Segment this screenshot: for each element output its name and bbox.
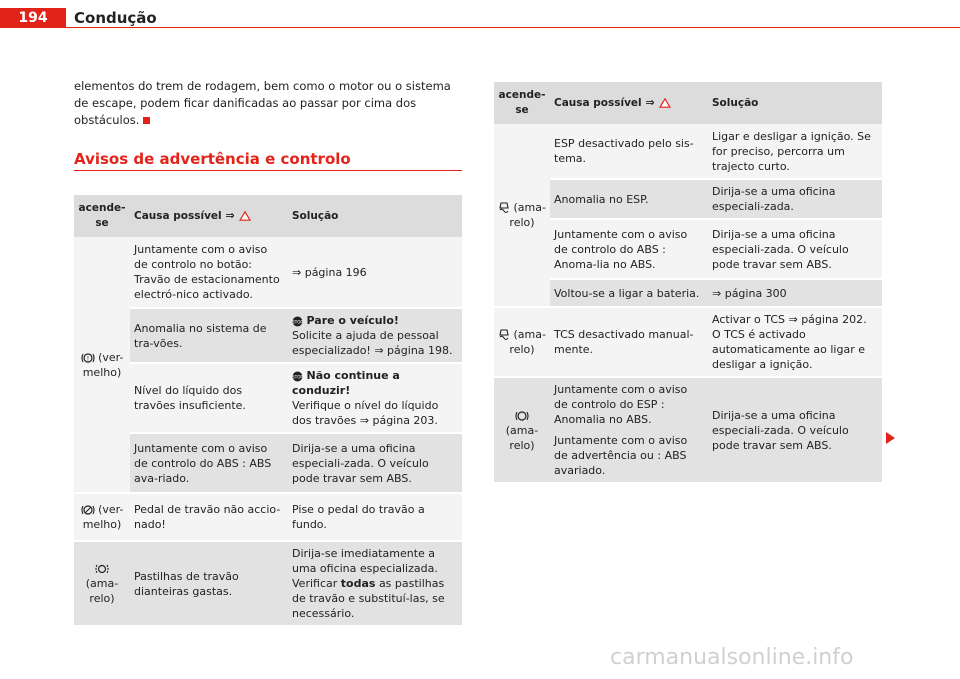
solution-cell: ⇒ página 196 bbox=[292, 265, 367, 279]
esp-icon bbox=[498, 202, 510, 214]
header-solucao: Solução bbox=[288, 195, 462, 237]
solution-cell: Dirija-se a uma oficina especiali-zada. O veículo pode travar sem ABS. bbox=[288, 433, 462, 493]
abs-icon bbox=[515, 410, 529, 422]
table-header-row bbox=[74, 195, 462, 237]
indicator-cell bbox=[494, 124, 550, 307]
indicator-label: (ver-melho) bbox=[82, 503, 124, 531]
brake-pedal-icon bbox=[81, 504, 95, 516]
header-causa-arrow: ⇒ bbox=[645, 96, 655, 109]
solution-cell bbox=[288, 541, 462, 625]
cause-cell: TCS desactivado manual-mente. bbox=[550, 307, 708, 377]
solution-cell bbox=[288, 363, 462, 433]
indicator-label: (ama-relo) bbox=[505, 423, 539, 452]
indicator-label: (ama-relo) bbox=[509, 201, 546, 229]
table-row bbox=[494, 179, 882, 219]
warning-triangle-icon bbox=[238, 211, 252, 221]
indicator-cell bbox=[494, 377, 550, 482]
cause-cell: Anomalia no ESP. bbox=[550, 179, 708, 219]
table-row bbox=[74, 493, 462, 541]
solution-cell bbox=[288, 308, 462, 363]
watermark: carmanualsonline.info bbox=[610, 645, 854, 670]
solution-cell: Dirija-se a uma oficina especiali-zada. O veículo pode travar sem ABS. bbox=[708, 219, 882, 279]
cause-cell bbox=[550, 377, 708, 482]
warning-triangle-icon bbox=[658, 98, 672, 108]
solution-pre: Dirija-se imediatamente a uma oficina especializada. Verificar bbox=[292, 547, 438, 590]
svg-text:STOP: STOP bbox=[292, 374, 303, 379]
cause-cell: Anomalia no sistema de tra-vões. bbox=[130, 308, 288, 363]
header-causa bbox=[550, 82, 708, 124]
cause-cell: Nível do líquido dos travões insuficiente. bbox=[130, 363, 288, 433]
intro-text: elementos do trem de rodagem, bem como o motor ou o sistema de escape, podem ficar danificadas ao passar por cima dos obstáculos. bbox=[74, 79, 451, 127]
header-solucao: Solução bbox=[708, 82, 882, 124]
indicator-cell bbox=[494, 307, 550, 377]
brake-warning-icon bbox=[81, 352, 95, 364]
table-row bbox=[494, 124, 882, 179]
table-row bbox=[74, 308, 462, 363]
svg-text:!: ! bbox=[86, 355, 89, 362]
section-heading: Avisos de advertência e controlo bbox=[74, 150, 351, 168]
brake-pad-icon bbox=[95, 563, 109, 575]
section-title: Condução bbox=[74, 9, 157, 27]
table-header-row bbox=[494, 82, 882, 124]
solution-cell: Ligar e desligar a ignição. Se for preciso, percorra um trajecto curto. bbox=[712, 129, 871, 173]
cause-cell: Pedal de travão não accio-nado! bbox=[130, 493, 288, 541]
cause-cell: Juntamente com o aviso de controlo do ABS : Anoma-lia no ABS. bbox=[550, 219, 708, 279]
header-acende-se: acende-se bbox=[494, 82, 550, 124]
header-causa-arrow: ⇒ bbox=[225, 209, 235, 222]
table-row bbox=[74, 237, 462, 308]
header-causa-label: Causa possível bbox=[134, 210, 222, 222]
svg-text:STOP: STOP bbox=[292, 319, 303, 324]
solution-text: as pastilhas de travão e substituí-las, se necessário. bbox=[292, 577, 445, 620]
warning-table-left bbox=[74, 195, 462, 625]
cause-cell: Voltou-se a ligar a bateria. bbox=[550, 279, 708, 307]
tcs-icon bbox=[498, 329, 510, 341]
next-page-arrow-icon bbox=[886, 432, 895, 444]
header-divider bbox=[0, 27, 960, 28]
solution-cell: Dirija-se a uma oficina especiali-zada. bbox=[708, 179, 882, 219]
stop-icon bbox=[292, 371, 303, 382]
heading-divider bbox=[74, 170, 462, 171]
solution-cell: Activar o TCS ⇒ página 202. O TCS é activado automaticamente ao ligar e desligar a ignição. bbox=[708, 307, 882, 377]
solution-cell: Pise o pedal do travão a fundo. bbox=[288, 493, 462, 541]
table-row bbox=[74, 433, 462, 493]
indicator-cell bbox=[74, 541, 130, 625]
table-row bbox=[74, 541, 462, 625]
table-row bbox=[494, 219, 882, 279]
indicator-label: (ama-relo) bbox=[509, 328, 546, 356]
warning-table-right bbox=[494, 82, 882, 482]
stop-icon bbox=[292, 316, 303, 327]
end-mark-icon bbox=[143, 117, 150, 124]
solution-bold: Não continue a conduzir! bbox=[292, 369, 400, 397]
indicator-label: (ama-relo) bbox=[85, 577, 119, 605]
solution-cell: ⇒ página 300 bbox=[708, 279, 882, 307]
solution-text: Solicite a ajuda de pessoal especializado! ⇒ página 198. bbox=[292, 329, 453, 357]
indicator-cell bbox=[74, 237, 130, 493]
table-row bbox=[494, 307, 882, 377]
cause-cell: Juntamente com o aviso de controlo do ABS : ABS ava-riado. bbox=[130, 433, 288, 493]
solution-text: Verifique o nível do líquido dos travões ⇒ página 203. bbox=[292, 399, 439, 427]
intro-paragraph bbox=[74, 78, 464, 129]
solution-bold: todas bbox=[340, 577, 376, 590]
header-causa-label: Causa possível bbox=[554, 97, 642, 109]
table-row bbox=[74, 363, 462, 433]
page-number: 194 bbox=[0, 8, 66, 28]
header-acende-se: acende-se bbox=[74, 195, 130, 237]
cause-cell: ESP desactivado pelo sis-tema. bbox=[554, 137, 694, 165]
table-row bbox=[494, 279, 882, 307]
indicator-cell bbox=[74, 493, 130, 541]
solution-cell: Dirija-se a uma oficina especiali-zada. O veículo pode travar sem ABS. bbox=[708, 377, 882, 482]
header-causa bbox=[130, 195, 288, 237]
indicator-label: (ver-melho) bbox=[82, 350, 124, 379]
table-row bbox=[494, 377, 882, 482]
solution-bold: Pare o veículo! bbox=[306, 314, 399, 327]
cause-text-2: Juntamente com o aviso de advertência ou : ABS avariado. bbox=[554, 434, 688, 477]
cause-cell: Pastilhas de travão dianteiras gastas. bbox=[130, 541, 288, 625]
cause-cell: Juntamente com o aviso de controlo no botão: Travão de estacionamento electró-nico activado. bbox=[134, 243, 280, 301]
cause-text: Juntamente com o aviso de controlo do ESP : Anomalia no ABS. bbox=[554, 383, 688, 426]
page-header bbox=[0, 0, 960, 32]
